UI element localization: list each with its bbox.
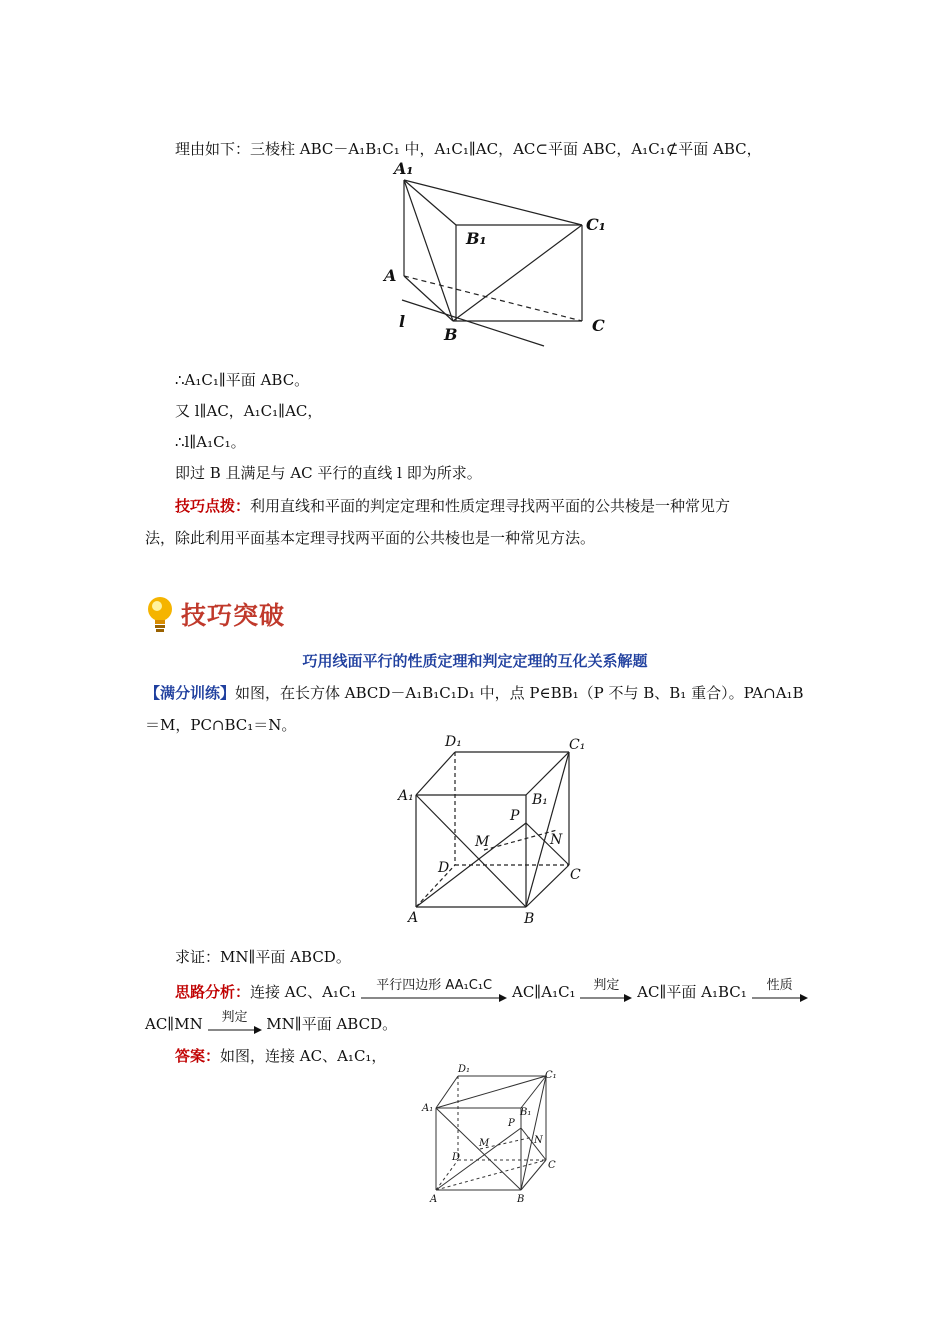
tip-paragraph (175, 496, 730, 516)
section-heading (145, 594, 285, 634)
label-A1: A₁ (422, 1103, 434, 1114)
label-A1: A₁ (394, 159, 414, 178)
problem-label: 【满分训练】 (145, 684, 236, 702)
label-A: A (430, 1194, 438, 1205)
label-A1: A₁ (398, 788, 414, 804)
problem-text-1: 如图，在长方体 ABCD－A₁B₁C₁D₁ 中，点 P∈BB₁（P 不与 B、B₁ 重合）。PA∩A₁B (235, 684, 804, 702)
label-A: A (408, 910, 419, 926)
label-M: M (475, 834, 490, 850)
analysis-step-2: AC∥A₁C₁ (512, 983, 576, 1001)
cuboid-figure (392, 732, 592, 932)
arrow-label-2: 判定 (593, 978, 620, 993)
analysis-line-2 (145, 1010, 398, 1034)
label-C1: C₁ (545, 1070, 557, 1081)
label-D1: D₁ (445, 734, 462, 750)
conclusion-line-1: ∴A₁C₁∥平面 ABC。 (175, 371, 310, 389)
label-P: P (510, 808, 520, 824)
lightbulb-icon (145, 594, 175, 634)
conclusion-line-2: 又 l∥AC，A₁C₁∥AC， (175, 402, 323, 420)
analysis-step-5: MN∥平面 ABCD。 (266, 1015, 398, 1033)
arrow-label-3: 性质 (766, 978, 793, 993)
label-B1: B₁ (520, 1107, 532, 1118)
conclusion-line-3: ∴l∥A₁C₁。 (175, 433, 246, 451)
reason-paragraph: 理由如下：三棱柱 ABC－A₁B₁C₁ 中，A₁C₁∥AC，AC⊂平面 ABC，A₁C₁⊄平面 ABC， (175, 140, 762, 158)
label-A: A (384, 266, 397, 285)
label-B1: B₁ (532, 792, 548, 808)
problem-paragraph (145, 683, 804, 703)
cuboid-answer-figure (418, 1062, 568, 1210)
analysis-step-1: 连接 AC、A₁C₁ (250, 983, 357, 1001)
label-D: D (438, 860, 450, 876)
section-title: 技巧突破 (181, 601, 286, 630)
label-C: C (548, 1160, 556, 1171)
label-C1: C₁ (586, 215, 606, 234)
label-B: B (524, 911, 535, 927)
arrow-label-4: 判定 (221, 1010, 248, 1025)
tip-text-1: 利用直线和平面的判定定理和性质定理寻找两平面的公共棱是一种常见方 (250, 497, 731, 515)
arrow-property (752, 978, 808, 1002)
label-N: N (550, 832, 563, 848)
arrow-label-1: 平行四边形 AA₁C₁C (376, 978, 493, 993)
label-C: C (570, 867, 581, 883)
analysis-step-3: AC∥平面 A₁BC₁ (637, 983, 747, 1001)
prove-statement: 求证：MN∥平面 ABCD。 (175, 948, 351, 966)
label-M: M (479, 1138, 490, 1149)
label-D: D (452, 1152, 461, 1163)
conclusion-line-4: 即过 B 且满足与 AC 平行的直线 l 即为所求。 (175, 464, 482, 482)
analysis-label: 思路分析： (175, 983, 251, 1001)
label-B1: B₁ (466, 229, 487, 248)
tip-text-2: 法，除此利用平面基本定理寻找两平面的公共棱也是一种常见方法。 (145, 529, 596, 547)
prism-figure (378, 158, 618, 352)
arrow-judge-1 (580, 978, 632, 1002)
analysis-line-1 (175, 978, 808, 1002)
label-B: B (444, 325, 458, 344)
label-B: B (517, 1194, 525, 1205)
label-l: l (399, 312, 406, 331)
arrow-judge-2 (208, 1010, 262, 1034)
label-P: P (508, 1118, 515, 1129)
tip-label: 技巧点拨： (175, 497, 251, 515)
label-D1: D₁ (458, 1064, 471, 1075)
analysis-step-4: AC∥MN (145, 1015, 203, 1033)
answer-text: 如图，连接 AC、A₁C₁， (220, 1047, 387, 1065)
label-C1: C₁ (569, 737, 586, 753)
answer-paragraph (175, 1046, 386, 1066)
subtitle: 巧用线面平行的性质定理和判定定理的互化关系解题 (302, 652, 648, 670)
problem-text-2: ＝M，PC∩BC₁＝N。 (145, 716, 297, 734)
answer-label: 答案： (175, 1047, 221, 1065)
arrow-parallelogram (361, 978, 507, 1002)
label-N: N (534, 1135, 543, 1146)
label-C: C (592, 316, 605, 335)
